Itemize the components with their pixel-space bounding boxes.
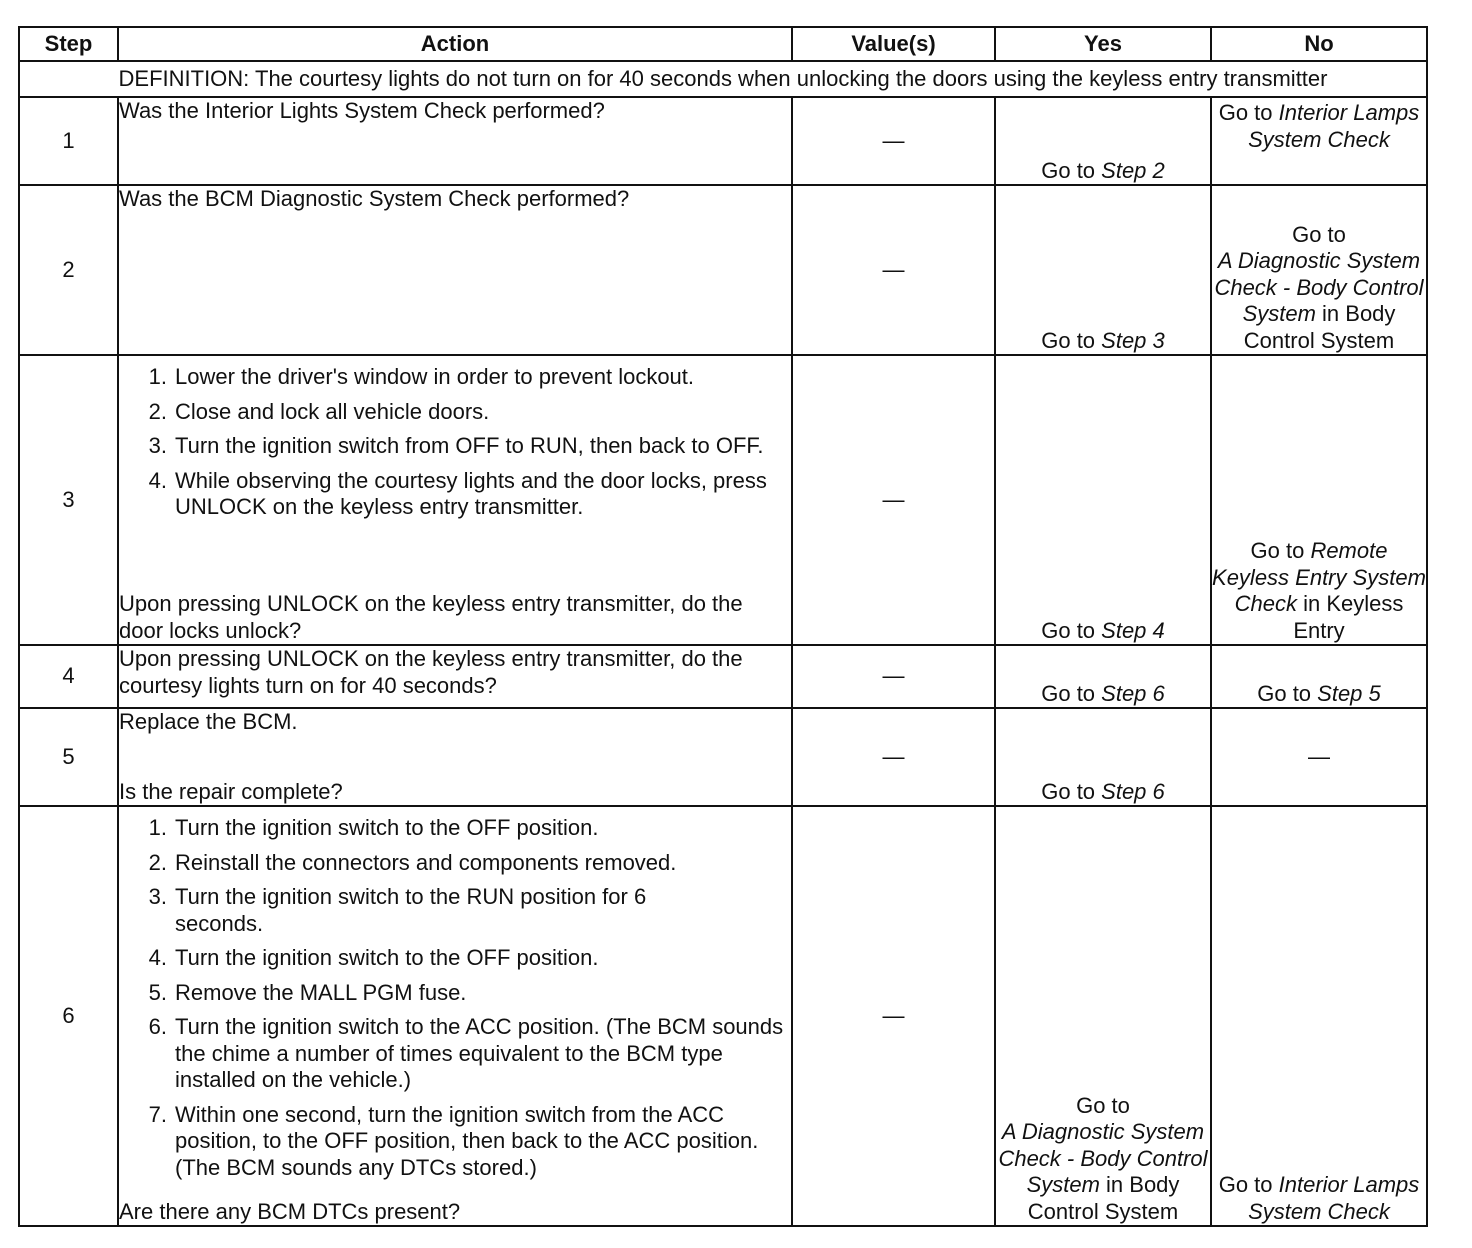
- table-row-step-1: [19, 97, 1427, 185]
- no-cell: [1211, 355, 1427, 645]
- no-ref-link[interactable]: Remote Keyless Entry System Check: [1212, 538, 1426, 616]
- yes-step-link[interactable]: Step 3: [1101, 327, 1165, 353]
- action-cell: [118, 355, 792, 645]
- no-prefix: Go to: [1257, 680, 1318, 706]
- no-cell: —: [1211, 708, 1427, 806]
- list-item: 2. Close and lock all vehicle doors.: [148, 398, 490, 424]
- value-cell: —: [792, 97, 995, 185]
- list-item: 3. Turn the ignition switch to the RUN position for 6 seconds.: [148, 884, 647, 936]
- yes-prefix: Go to: [1041, 778, 1102, 804]
- no-cell: [1211, 806, 1427, 1226]
- yes-step-link[interactable]: Step 6: [1101, 778, 1165, 804]
- list-item: 1. Lower the driver's window in order to prevent lockout.: [148, 364, 695, 389]
- yes-prefix: Go to: [1041, 157, 1102, 183]
- header-action: Action: [118, 27, 792, 61]
- step-number: 3: [19, 355, 118, 645]
- step-number: 4: [19, 645, 118, 708]
- list-item: 1. Turn the ignition switch to the OFF position.: [148, 815, 599, 840]
- no-prefix: Go to: [1218, 100, 1279, 125]
- yes-cell: [995, 806, 1211, 1226]
- no-cell: [1211, 185, 1427, 355]
- value-cell: —: [792, 645, 995, 708]
- table-row-step-3: [19, 355, 1427, 645]
- yes-cell: [995, 708, 1211, 806]
- yes-cell: [995, 645, 1211, 708]
- header-step: Step: [19, 27, 118, 61]
- yes-cell: [995, 97, 1211, 185]
- step-number: 1: [19, 97, 118, 185]
- table-row-step-6: [19, 806, 1427, 1226]
- action-cell: [118, 645, 792, 708]
- yes-step-link[interactable]: Step 2: [1101, 157, 1165, 183]
- yes-step-link[interactable]: Step 6: [1101, 680, 1165, 706]
- value-cell: —: [792, 355, 995, 645]
- action-cell: [118, 97, 792, 185]
- step-number: 5: [19, 708, 118, 806]
- table-row-step-5: [19, 708, 1427, 806]
- header-values: Value(s): [792, 27, 995, 61]
- header-row: [19, 27, 1427, 61]
- no-prefix: Go to: [1218, 1172, 1279, 1197]
- no-prefix: Go to: [1250, 538, 1311, 563]
- value-cell: —: [792, 708, 995, 806]
- list-item: 6. Turn the ignition switch to the ACC position. (The BCM sounds the chime a number of times equivalent to the BCM type installed on the vehicle.): [148, 1014, 784, 1092]
- list-item: 4. While observing the courtesy lights and the door locks, press UNLOCK on the keyless entry transmitter.: [148, 467, 767, 519]
- action-cell: [118, 806, 792, 1226]
- list-item: 2. Reinstall the connectors and components removed.: [148, 849, 677, 875]
- yes-cell: [995, 355, 1211, 645]
- diagnostic-table: [18, 26, 1428, 1227]
- no-cell: [1211, 645, 1427, 708]
- header-no: No: [1211, 27, 1427, 61]
- step-number: 2: [19, 185, 118, 355]
- yes-prefix: Go to: [1041, 617, 1102, 643]
- list-item: 5. Remove the MALL PGM fuse.: [148, 979, 467, 1005]
- no-cell: [1211, 97, 1427, 185]
- value-cell: —: [792, 185, 995, 355]
- action-question: Was the Interior Lights System Check performed?: [119, 98, 605, 123]
- yes-prefix: Go to: [1041, 327, 1102, 353]
- table-row-step-2: [19, 185, 1427, 355]
- no-ref-link[interactable]: Interior Lamps System Check: [1248, 100, 1420, 152]
- procedure-list: [119, 815, 791, 1185]
- step-number: 6: [19, 806, 118, 1226]
- no-suffix: in Body Control System: [1243, 301, 1396, 353]
- yes-step-link[interactable]: Step 4: [1101, 617, 1165, 643]
- list-item: 7. Within one second, turn the ignition switch from the ACC position, to the OFF position, then back to the ACC position. (The BCM sounds any DTCs stored.): [148, 1101, 759, 1180]
- list-item: 4. Turn the ignition switch to the OFF position.: [148, 945, 599, 970]
- action-cell: [118, 708, 792, 806]
- action-question: Are there any BCM DTCs present?: [119, 1198, 461, 1224]
- action-instruction: Replace the BCM.: [119, 709, 298, 734]
- table-row-step-4: [19, 645, 1427, 708]
- no-suffix: in Keyless Entry: [1293, 591, 1404, 643]
- action-question: Upon pressing UNLOCK on the keyless entry transmitter, do the door locks unlock?: [119, 591, 743, 643]
- action-question: Was the BCM Diagnostic System Check performed?: [119, 186, 630, 211]
- yes-ref-link[interactable]: A Diagnostic System Check - Body Control System: [998, 1119, 1208, 1197]
- yes-prefix: Go to: [1041, 680, 1102, 706]
- no-ref-link[interactable]: A Diagnostic System Check - Body Control System: [1214, 248, 1424, 326]
- no-step-link[interactable]: Step 5: [1317, 680, 1381, 706]
- definition-text: DEFINITION: The courtesy lights do not turn on for 40 seconds when unlocking the doors using the keyless entry transmitter: [19, 61, 1427, 97]
- procedure-list: [119, 364, 791, 527]
- yes-suffix: in Body Control System: [1027, 1172, 1180, 1224]
- header-yes: Yes: [995, 27, 1211, 61]
- yes-cell: [995, 185, 1211, 355]
- list-item: 3. Turn the ignition switch from OFF to RUN, then back to OFF.: [148, 433, 764, 458]
- action-cell: [118, 185, 792, 355]
- yes-prefix: Go to: [1076, 1092, 1130, 1118]
- value-cell: —: [792, 806, 995, 1226]
- no-ref-link[interactable]: Interior Lamps System Check: [1248, 1172, 1420, 1224]
- action-question: Upon pressing UNLOCK on the keyless entry transmitter, do the courtesy lights turn on for 40 seconds?: [119, 646, 743, 698]
- definition-row: [19, 61, 1427, 97]
- no-prefix: Go to: [1292, 221, 1346, 247]
- action-question: Is the repair complete?: [119, 778, 343, 804]
